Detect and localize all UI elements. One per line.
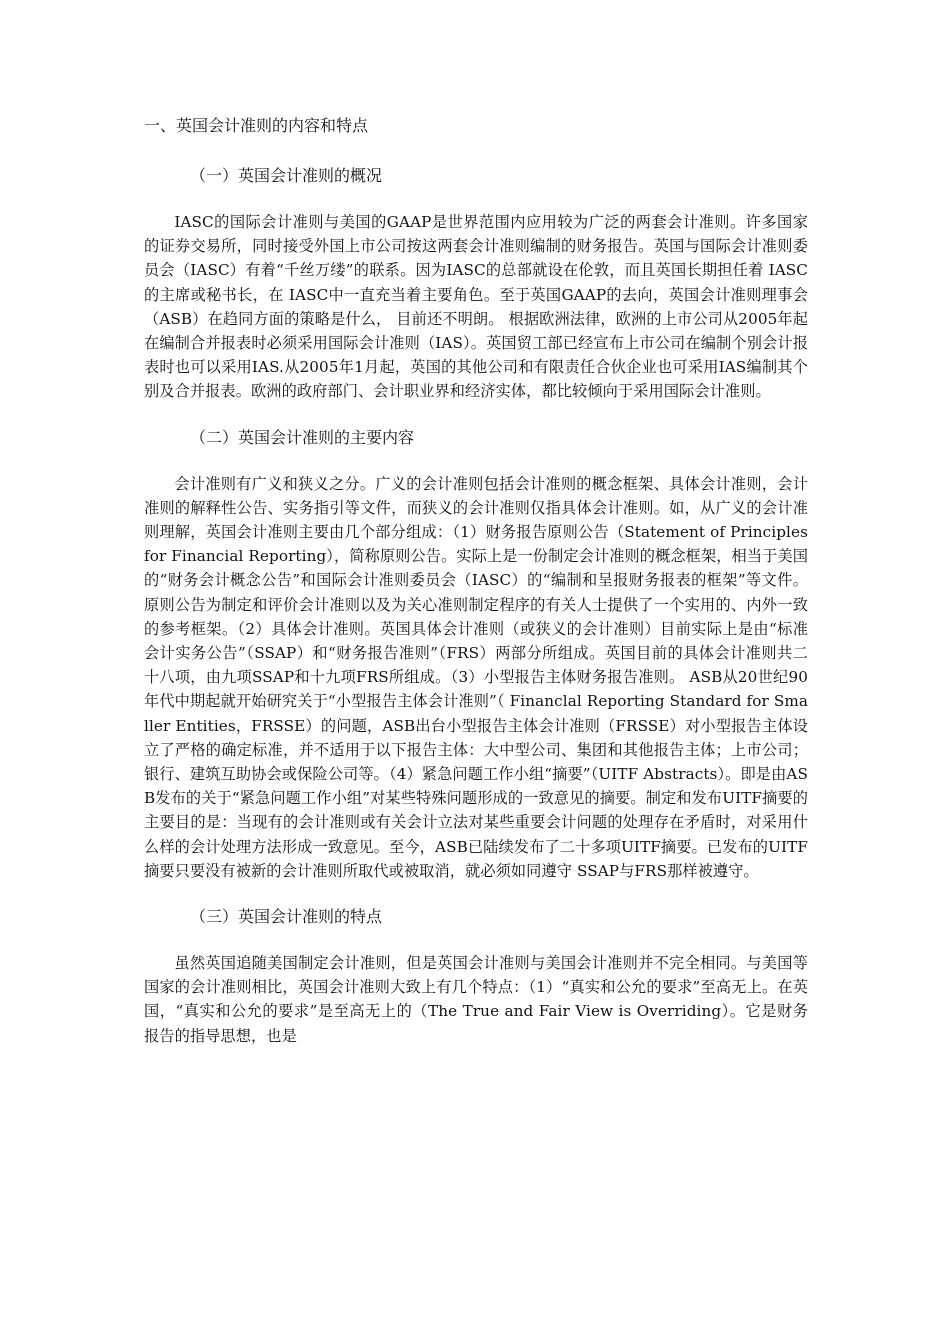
paragraph-characteristics: 虽然英国追随美国制定会计准则，但是英国会计准则与美国会计准则并不完全相同。与美国等国家的会计准则相比，英国会计准则大致上有几个特点：（1）“真实和公允的要求”至高无上。在英国，“真实和公允的要求”是至高无上的（The True and Fair View is Overriding）。它是财务报告的指导思想，也是: [144, 954, 808, 1045]
subsection-heading-overview: （一）英国会计准则的概况: [190, 166, 383, 185]
document-page: [144, 112, 808, 1068]
paragraph-overview: IASC的国际会计准则与美国的GAAP是世界范围内应用较为广泛的两套会计准则。许多国家的证券交易所，同时接受外国上市公司按这两套会计准则编制的财务报告。英国与国际会计准则委员会（IASC）有着“千丝万缕”的联系。因为IASC的总部就设在伦敦，而且英国长期担任着 IASC的主席或秘书长，在 IASC中一直充当着主要角色。至于英国GAAP的去向，英国会计准则理事会（ASB）在趋同方面的策略是什么， 目前还不明朗。 根据欧洲法律，欧洲的上市公司从2005年起在编制合并报表时必须采用国际会计准则（IAS）。英国贸工部已经宣布上市公司在编制个别会计报表时也可以采用IAS.从2005年1月起，英国的其他公司和有限责任合伙企业也可采用IAS编制其个别及合并报表。欧洲的政府部门、会计职业界和经济实体，都比较倾向于采用国际会计准则。: [144, 213, 808, 401]
paragraph-main-content: 会计准则有广义和狭义之分。广义的会计准则包括会计准则的概念框架、具体会计准则，会计准则的解释性公告、实务指引等文件，而狭义的会计准则仅指具体会计准则。如，从广义的会计准则理解，英国会计准则主要由几个部分组成：（1）财务报告原则公告（Statement of Principles for Financial Reporting），简称原则公告。实际上是一份制定会计准则的概念框架，相当于美国的“财务会计概念公告”和国际会计准则委员会（IASC）的“编制和呈报财务报表的框架”等文件。原则公告为制定和评价会计准则以及为关心准则制定程序的有关人士提供了一个实用的、内外一致的参考框架。（2）具体会计准则。英国具体会计准则（或狭义的会计准则）目前实际上是由“标准会计实务公告”（SSAP）和“财务报告准则”（FRS）两部分所组成。英国目前的具体会计准则共二十八项，由九项SSAP和十九项FRS所组成。（3）小型报告主体财务报告准则。 ASB从20世纪90年代中期起就开始研究关于“小型报告主体会计准则”（ Financlal Reporting Standard for Smaller Entities，FRSSE）的问题，ASB出台小型报告主体会计准则（FRSSE）对小型报告主体设立了严格的确定标准，并不适用于以下报告主体：大中型公司、集团和其他报告主体；上市公司；银行、建筑互助协会或保险公司等。（4）紧急问题工作小组“摘要”（UITF Abstracts）。即是由ASB发布的关于“紧急问题工作小组”对某些特殊问题形成的一致意见的摘要。制定和发布UITF摘要的主要目的是：当现有的会计准则或有关会计立法对某些重要会计问题的处理存在矛盾时，对采用什么样的会计处理方法形成一致意见。至今，ASB已陆续发布了二十多项UITF摘要。已发布的UITF摘要只要没有被新的会计准则所取代或被取消，就必须如同遵守 SSAP与FRS那样被遵守。: [144, 474, 808, 880]
section-title: 一、英国会计准则的内容和特点: [144, 116, 369, 135]
subsection-heading-characteristics: （三）英国会计准则的特点: [190, 907, 383, 927]
subsection-heading-main-content: （二）英国会计准则的主要内容: [190, 427, 415, 447]
